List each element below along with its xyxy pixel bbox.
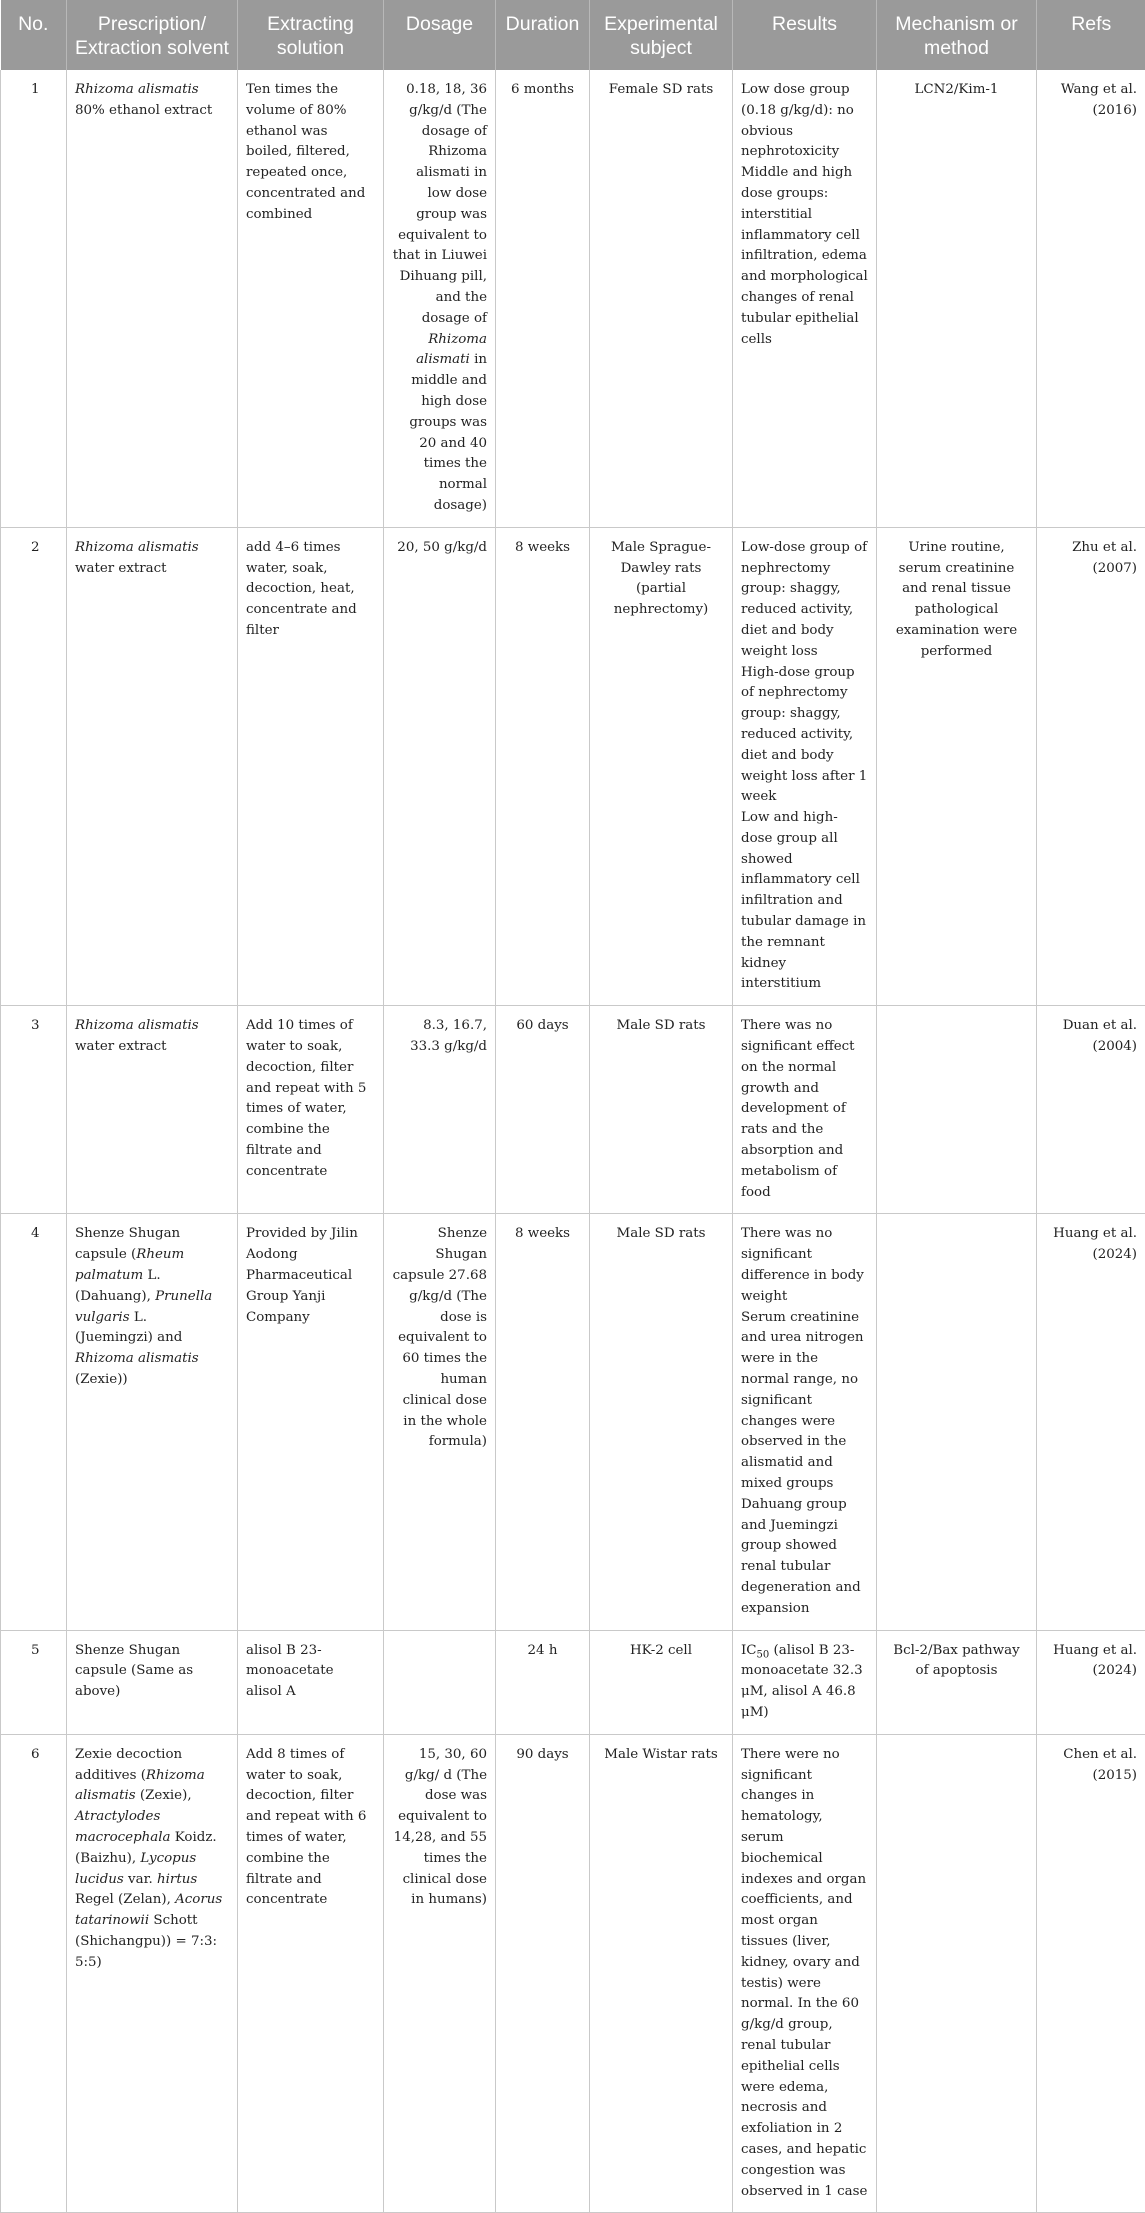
text-segment: 0.18, 18, 36 g/kg/d (The dosage of Rhizoma alismati in low dose group was equivalent to that in Liuwei Dihuang pill, and the dosage of: [393, 82, 487, 326]
table-row: [1, 70, 1145, 527]
table-row: [1, 527, 1145, 1006]
text-segment: in middle and high dose groups was 20 and 40 times the normal dosage): [409, 352, 487, 513]
cell-dosage: [384, 70, 496, 527]
table-header: [1, 0, 1145, 70]
cell-no: 5: [1, 1630, 67, 1734]
text-segment: Add 10 times of water to soak, decoction, filter and repeat with 5 times of water, combine the filtrate and concentrate: [246, 1018, 366, 1179]
italic-text: Acorus tatarinowii: [75, 1892, 222, 1928]
result-paragraph: [741, 1495, 868, 1620]
result-paragraph: [741, 808, 868, 995]
cell-dosage: [384, 527, 496, 1006]
cell-mechanism: Urine routine, serum creatinine and renal tissue pathological examination were performed: [877, 527, 1037, 1006]
extracting-line: alisol A: [246, 1682, 375, 1703]
cell-prescription: [67, 527, 238, 1006]
cell-dosage: [384, 1006, 496, 1214]
result-paragraph: [741, 663, 868, 809]
result-paragraph: [741, 1641, 868, 1724]
header-refs: Refs: [1037, 0, 1145, 70]
text-segment: (alisol B 23-monoacetate 32.3 μM, alisol A 46.8 μM): [741, 1643, 863, 1720]
table-body: [1, 70, 1145, 2213]
cell-prescription: [67, 1630, 238, 1734]
cell-refs: Chen et al. (2015): [1037, 1734, 1145, 2213]
cell-mechanism: Bcl-2/Bax pathway of apoptosis: [877, 1630, 1037, 1734]
result-paragraph: [741, 1745, 868, 2203]
text-segment: (Zexie)): [75, 1372, 128, 1387]
cell-no: 2: [1, 527, 67, 1006]
header-row: [1, 0, 1145, 70]
italic-text: Atractylodes macrocephala: [75, 1809, 171, 1845]
cell-experimental-subject: Male SD rats: [590, 1006, 733, 1214]
cell-extracting-solution: [238, 70, 384, 527]
result-paragraph: [741, 1224, 868, 1307]
header-no: No.: [1, 0, 67, 70]
cell-no: 4: [1, 1214, 67, 1630]
cell-extracting-solution: [238, 1214, 384, 1630]
cell-refs: Huang et al. (2024): [1037, 1214, 1145, 1630]
cell-dosage: [384, 1214, 496, 1630]
cell-results: [733, 1630, 877, 1734]
cell-results: [733, 527, 877, 1006]
text-segment: Regel (Zelan),: [75, 1892, 175, 1907]
text-segment: There was no significant effect on the normal growth and development of rats and the absorption and metabolism of food: [741, 1018, 855, 1199]
subscript-text: 50: [757, 1649, 770, 1660]
cell-refs: Zhu et al. (2007): [1037, 527, 1145, 1006]
cell-results: [733, 1734, 877, 2213]
text-segment: (Zexie),: [136, 1788, 192, 1803]
cell-extracting-solution: [238, 1734, 384, 2213]
text-segment: Shenze Shugan capsule (Same as above): [75, 1643, 193, 1700]
cell-prescription: [67, 1734, 238, 2213]
italic-text: Rhizoma alismatis: [75, 540, 199, 555]
cell-duration: 6 months: [496, 70, 590, 527]
text-segment: L. (Juemingzi) and: [75, 1310, 182, 1346]
text-segment: Koidz. (Baizhu),: [75, 1830, 217, 1866]
text-segment: Provided by Jilin Aodong Pharmaceutical Group Yanji Company: [246, 1226, 358, 1324]
text-segment: Add 8 times of water to soak, decoction, filter and repeat with 6 times of water, combine the filtrate and concentrate: [246, 1747, 366, 1908]
cell-mechanism: LCN2/Kim-1: [877, 70, 1037, 527]
cell-prescription: [67, 1006, 238, 1214]
cell-extracting-solution: [238, 1630, 384, 1734]
italic-text: Rhizoma alismatis: [75, 82, 199, 97]
italic-text: Rhizoma alismatis: [75, 1768, 205, 1804]
italic-text: Rhizoma alismatis: [75, 1018, 199, 1033]
header-experimental-subject: Experimental subject: [590, 0, 733, 70]
cell-duration: 8 weeks: [496, 1214, 590, 1630]
header-extracting-solution: Extracting solution: [238, 0, 384, 70]
text-segment: add 4–6 times water, soak, decoction, heat, concentrate and filter: [246, 540, 357, 638]
result-paragraph: [741, 163, 868, 350]
cell-experimental-subject: HK-2 cell: [590, 1630, 733, 1734]
text-segment: 20, 50 g/kg/d: [397, 540, 487, 555]
table-row: [1, 1630, 1145, 1734]
text-segment: There was no significant difference in body weight: [741, 1226, 864, 1303]
cell-extracting-solution: [238, 527, 384, 1006]
text-segment: 15, 30, 60 g/kg/ d (The dose was equivalent to 14,28, and 55 times the clinical dose in humans): [394, 1747, 487, 1908]
cell-experimental-subject: Male Wistar rats: [590, 1734, 733, 2213]
cell-mechanism: [877, 1006, 1037, 1214]
text-segment: 8.3, 16.7, 33.3 g/kg/d: [410, 1018, 487, 1054]
cell-dosage: [384, 1734, 496, 2213]
cell-refs: Huang et al. (2024): [1037, 1630, 1145, 1734]
cell-results: [733, 1006, 877, 1214]
header-dosage: Dosage: [384, 0, 496, 70]
text-segment: Schott (Shichangpu)) = 7:3: 5:5): [75, 1913, 217, 1970]
text-segment: Zexie decoction additives (: [75, 1747, 182, 1783]
italic-text: Rhizoma alismati: [416, 332, 487, 368]
cell-results: [733, 70, 877, 527]
text-segment: water extract: [75, 561, 167, 576]
text-segment: Low-dose group of nephrectomy group: shaggy, reduced activity, diet and body weight loss: [741, 540, 867, 659]
text-segment: Ten times the volume of 80% ethanol was boiled, filtered, repeated once, concentrated and combined: [246, 82, 365, 222]
italic-text: hirtus: [157, 1872, 197, 1887]
text-segment: There were no significant changes in hematology, serum biochemical indexes and organ coefficients, and most organ tissues (liver, kidney, ovary and testis) were normal. In the 60 g/kg/d group, renal tubular epithelial cells were edema, necrosis and exfoliation in 2 cases, and hepatic congestion was observed in 1 case: [741, 1747, 867, 2199]
extracting-line: alisol B 23-monoacetate: [246, 1641, 375, 1683]
header-results: Results: [733, 0, 877, 70]
cell-results: [733, 1214, 877, 1630]
cell-dosage: [384, 1630, 496, 1734]
text-segment: Low dose group (0.18 g/kg/d): no obvious nephrotoxicity: [741, 82, 854, 159]
text-segment: IC: [741, 1643, 757, 1658]
cell-duration: 8 weeks: [496, 527, 590, 1006]
cell-experimental-subject: Female SD rats: [590, 70, 733, 527]
cell-duration: 60 days: [496, 1006, 590, 1214]
text-segment: water extract: [75, 1039, 167, 1054]
italic-text: Rhizoma alismatis: [75, 1351, 199, 1366]
text-segment: L. (Dahuang),: [75, 1268, 161, 1304]
cell-refs: Wang et al. (2016): [1037, 70, 1145, 527]
text-segment: Middle and high dose groups: interstitial inflammatory cell infiltration, edema and morphological changes of renal tubular epithelial cells: [741, 165, 868, 346]
cell-no: 1: [1, 70, 67, 527]
cell-prescription: [67, 70, 238, 527]
result-paragraph: [741, 80, 868, 163]
result-paragraph: [741, 1308, 868, 1495]
cell-mechanism: [877, 1734, 1037, 2213]
cell-no: 3: [1, 1006, 67, 1214]
cell-mechanism: [877, 1214, 1037, 1630]
table-row: [1, 1214, 1145, 1630]
cell-duration: 24 h: [496, 1630, 590, 1734]
cell-refs: Duan et al. (2004): [1037, 1006, 1145, 1214]
text-segment: Dahuang group and Juemingzi group showed renal tubular degeneration and expansion: [741, 1497, 861, 1616]
cell-experimental-subject: Male SD rats: [590, 1214, 733, 1630]
text-segment: Serum creatinine and urea nitrogen were in the normal range, no significant changes were observed in the alismatid and mixed groups: [741, 1310, 864, 1491]
text-segment: Shenze Shugan capsule (: [75, 1226, 180, 1262]
italic-text: Prunella vulgaris: [75, 1289, 212, 1325]
cell-prescription: [67, 1214, 238, 1630]
text-segment: var.: [124, 1872, 157, 1887]
italic-text: Rheum palmatum: [75, 1247, 184, 1283]
cell-experimental-subject: Male Sprague-Dawley rats (partial nephrectomy): [590, 527, 733, 1006]
table-row: [1, 1734, 1145, 2213]
cell-extracting-solution: [238, 1006, 384, 1214]
text-segment: 80% ethanol extract: [75, 103, 212, 118]
italic-text: Lycopus lucidus: [75, 1851, 196, 1887]
text-segment: Shenze Shugan capsule 27.68 g/kg/d (The dose is equivalent to 60 times the human clinical dose in the whole formula): [393, 1226, 487, 1449]
result-paragraph: [741, 1016, 868, 1203]
cell-duration: 90 days: [496, 1734, 590, 2213]
table-row: [1, 1006, 1145, 1214]
text-segment: Low and high-dose group all showed inflammatory cell infiltration and tubular damage in the remnant kidney interstitium: [741, 810, 866, 991]
header-duration: Duration: [496, 0, 590, 70]
header-mechanism: Mechanism or method: [877, 0, 1037, 70]
cell-no: 6: [1, 1734, 67, 2213]
header-prescription: Prescription/ Extraction solvent: [67, 0, 238, 70]
result-paragraph: [741, 538, 868, 663]
text-segment: High-dose group of nephrectomy group: shaggy, reduced activity, diet and body weight loss after 1 week: [741, 665, 867, 805]
